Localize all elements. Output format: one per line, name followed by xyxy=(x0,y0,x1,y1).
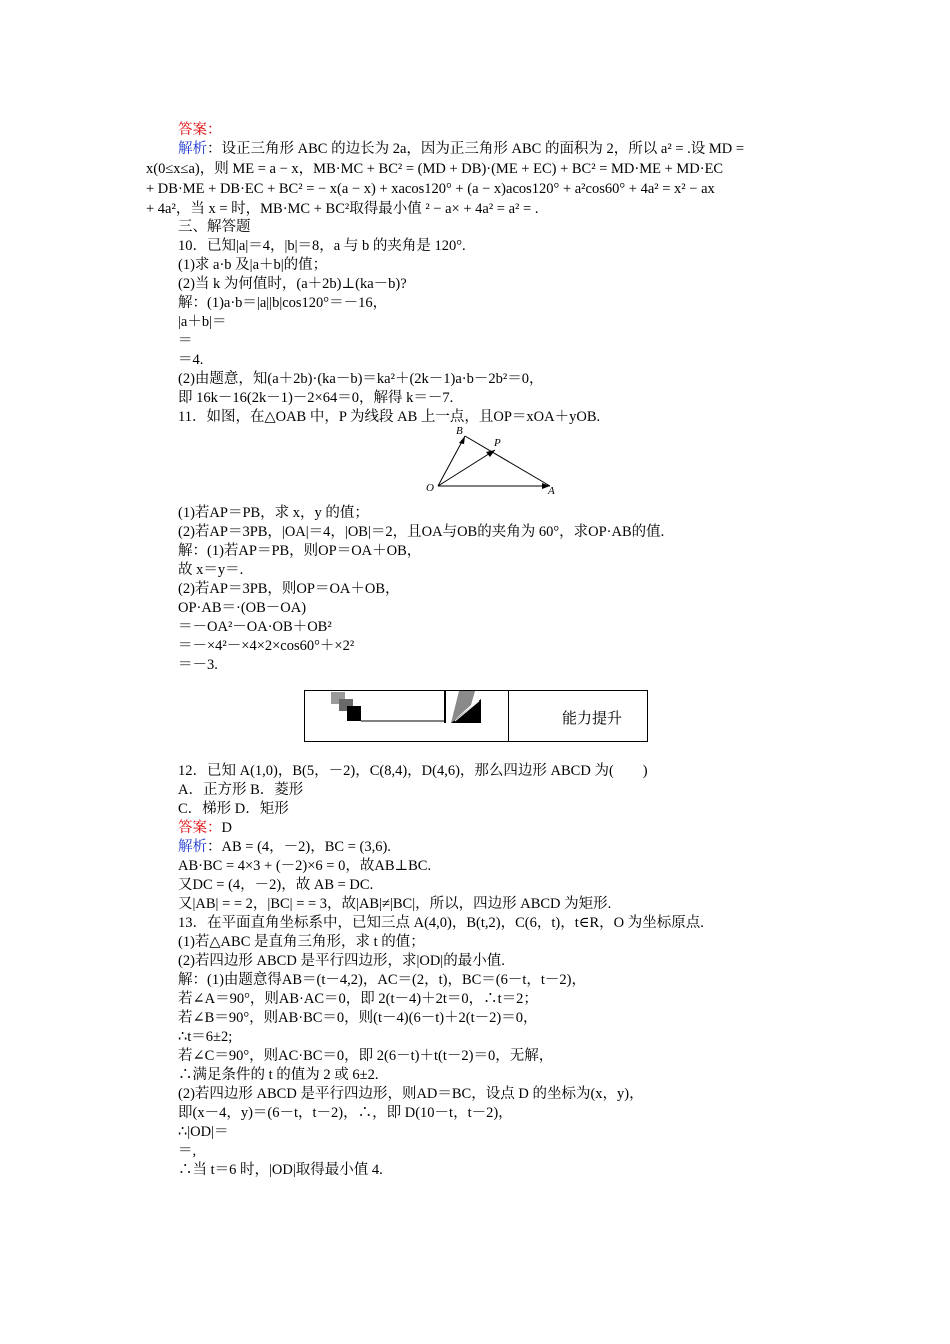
text-line-l18 xyxy=(178,523,664,542)
text-segment: 解析 xyxy=(178,839,207,855)
text-line-l42 xyxy=(178,1066,379,1085)
text-segment: |a＋b|＝ xyxy=(178,314,227,330)
text-segment: (2)若四边形 ABCD 是平行四边形，则AD＝BC，设点 D 的坐标为(x，y)， xyxy=(178,1086,644,1102)
text-line-l23 xyxy=(178,618,332,637)
text-segment: x(0≤x≤a)，则 ME = a − x，MB·MC + BC² = (MD + DB)·(ME + EC) + BC² = MD·ME + MD·EC xyxy=(146,161,724,177)
banner-divider xyxy=(508,691,509,741)
text-line-l31 xyxy=(178,857,431,876)
segment-op xyxy=(438,450,495,486)
label-a: A xyxy=(548,485,555,496)
text-line-l32 xyxy=(178,876,373,895)
text-segment: 又DC = (4，－2)，故 AB = DC. xyxy=(178,877,374,893)
text-segment: AB·BC = 4×3 + (－2)×6 = 0，故AB⊥BC. xyxy=(178,858,432,874)
text-line-l38 xyxy=(178,990,538,1009)
label-o: O xyxy=(426,482,434,494)
text-segment: (2)若四边形 ABCD 是平行四边形，求|OD|的最小值. xyxy=(178,953,505,969)
text-line-l43 xyxy=(178,1085,644,1104)
text-line-l45 xyxy=(178,1123,228,1142)
text-line-l17 xyxy=(178,504,369,523)
text-segment: ∴当 t＝6 时，|OD|取得最小值 4. xyxy=(178,1162,383,1178)
text-line-l10 xyxy=(178,294,387,313)
text-line-l21 xyxy=(178,580,400,599)
text-line-l9 xyxy=(178,275,407,294)
text-line-l28 xyxy=(178,800,289,819)
text-line-l4 xyxy=(146,180,715,199)
text-segment: 10．已知|a|＝4，|b|＝8，a 与 b 的夹角是 120°. xyxy=(178,238,466,254)
text-line-l29 xyxy=(178,819,232,838)
text-segment: (2)由题意，知(a＋2b)·(ka－b)＝ka²＋(2k－1)a·b－2b²＝0， xyxy=(178,371,544,387)
text-segment: 解：(1)若AP＝PB，则OP＝OA＋OB， xyxy=(178,543,422,559)
text-line-l40 xyxy=(178,1028,232,1047)
text-line-l2 xyxy=(178,140,744,159)
text-segment: 若∠A＝90°，则AB·AC＝0，即 2(t－4)＋2t＝0，∴t＝2； xyxy=(178,991,538,1007)
triangle-figure xyxy=(420,424,560,496)
text-line-l19 xyxy=(178,542,421,561)
text-segment: 解：(1)a·b＝|a||b|cos120°＝－16， xyxy=(178,295,388,311)
text-segment: 解析 xyxy=(178,141,207,157)
text-segment: 13．在平面直角坐标系中，已知三点 A(4,0)，B(t,2)，C(6，t)，t∈R，O 为坐标原点. xyxy=(178,915,704,931)
text-segment: 11．如图，在△OAB 中，P 为线段 AB 上一点，且OP＝xOA＋yOB. xyxy=(178,409,601,425)
text-segment: 若∠B＝90°，则AB·BC＝0，则(t－4)(6－t)＋2(t－2)＝0， xyxy=(178,1010,538,1026)
text-line-l7 xyxy=(178,237,466,256)
text-segment: 又|AB| = = 2，|BC| = = 3，故|AB|≠|BC|，所以，四边形 ABCD 为矩形. xyxy=(178,896,612,912)
text-segment: ＝－OA²－OA·OB＋OB² xyxy=(178,619,332,635)
segment-ob xyxy=(438,436,465,486)
text-line-l33 xyxy=(178,895,611,914)
text-segment: 若∠C＝90°，则AC·BC＝0，即 2(6－t)＋t(t－2)＝0，无解， xyxy=(178,1048,554,1064)
text-segment: ＝－3. xyxy=(178,657,218,673)
text-segment: ＝ xyxy=(178,333,193,349)
text-line-l27 xyxy=(178,781,303,800)
text-segment: C．梯形 D．矩形 xyxy=(178,801,289,817)
text-line-l41 xyxy=(178,1047,553,1066)
text-segment: OP·AB＝·(OB－OA) xyxy=(178,600,307,616)
text-segment: 三、解答题 xyxy=(178,219,251,235)
text-line-l11 xyxy=(178,313,227,332)
text-segment: ＝4. xyxy=(178,352,204,368)
text-line-l6 xyxy=(178,218,251,237)
text-line-l44 xyxy=(178,1104,513,1123)
text-line-l37 xyxy=(178,971,586,990)
text-segment: (1)若AP＝PB，求 x，y 的值； xyxy=(178,505,369,521)
text-line-l24 xyxy=(178,637,354,656)
text-line-l1 xyxy=(178,121,222,140)
banner-decoration-icon xyxy=(305,691,509,741)
text-line-l12 xyxy=(178,332,193,351)
text-segment: + DB·ME + DB·EC + BC² = − x(a − x) + xacos120° + (a − x)acos120° + a²cos60° + 4a² = x² − ax xyxy=(146,181,715,197)
text-segment: ：AB = (4，－2)，BC = (3,6). xyxy=(207,839,391,855)
text-segment: 12．已知 A(1,0)，B(5，－2)，C(8,4)，D(4,6)，那么四边形 ABCD 为( ) xyxy=(178,763,648,779)
text-segment: ∴满足条件的 t 的值为 2 或 6±2. xyxy=(178,1067,379,1083)
text-segment: 答案： xyxy=(178,820,222,836)
text-segment: 即 16k－16(2k－1)－2×64＝0，解得 k＝－7. xyxy=(178,390,454,406)
text-line-l14 xyxy=(178,370,543,389)
text-segment: ：设正三角形 ABC 的边长为 2a，因为正三角形 ABC 的面积为 2，所以 a² = .设 MD = xyxy=(207,141,745,157)
text-line-l15 xyxy=(178,389,453,408)
banner-label: 能力提升 xyxy=(562,710,623,727)
text-line-l35 xyxy=(178,933,425,952)
text-line-l26 xyxy=(178,762,648,781)
text-segment: ∴t＝6±2; xyxy=(178,1029,233,1045)
text-segment: ＝－×4²－×4×2×cos60°＋×2² xyxy=(178,638,355,654)
arrow-op xyxy=(486,450,495,457)
text-line-l3 xyxy=(146,160,723,179)
text-line-l25 xyxy=(178,656,218,675)
text-line-l8 xyxy=(178,256,327,275)
text-segment: (2)若AP＝3PB，|OA|＝4，|OB|＝2，且OA与OB的夹角为 60°，求OP·AB的值. xyxy=(178,524,665,540)
text-segment: ＝, xyxy=(178,1143,197,1159)
text-segment: (1)求 a·b 及|a＋b|的值； xyxy=(178,257,328,273)
label-b: B xyxy=(456,425,463,437)
text-line-l22 xyxy=(178,599,306,618)
text-segment: (2)若AP＝3PB，则OP＝OA＋OB， xyxy=(178,581,400,597)
text-segment: 答案： xyxy=(178,122,222,138)
text-line-l39 xyxy=(178,1009,538,1028)
arrow-ob xyxy=(459,436,465,444)
text-line-l5 xyxy=(146,200,538,219)
text-segment: (1)若△ABC 是直角三角形，求 t 的值； xyxy=(178,934,425,950)
text-segment: A．正方形 B．菱形 xyxy=(178,782,304,798)
text-line-l36 xyxy=(178,952,505,971)
text-line-l20 xyxy=(178,561,243,580)
text-line-l46 xyxy=(178,1142,196,1161)
text-segment: 解：(1)由题意得AB＝(t－4,2)，AC＝(2，t)，BC＝(6－t，t－2)， xyxy=(178,972,586,988)
label-p: P xyxy=(494,437,501,449)
text-segment: ∴|OD|＝ xyxy=(178,1124,229,1140)
text-segment: 即(x－4，y)＝(6－t，t－2)，∴，即 D(10－t，t－2)， xyxy=(178,1105,513,1121)
text-line-l30 xyxy=(178,838,391,857)
text-segment: 故 x＝y＝. xyxy=(178,562,244,578)
text-segment: (2)当 k 为何值时，(a＋2b)⊥(ka－b)? xyxy=(178,276,407,292)
text-segment: + 4a²，当 x = 时，MB·MC + BC²取得最小值 ² − a× + 4a² = a² = . xyxy=(146,201,539,217)
text-segment: D xyxy=(221,820,232,836)
text-line-l34 xyxy=(178,914,704,933)
text-line-l47 xyxy=(178,1161,383,1180)
text-line-l13 xyxy=(178,351,203,370)
ability-banner xyxy=(304,690,648,742)
